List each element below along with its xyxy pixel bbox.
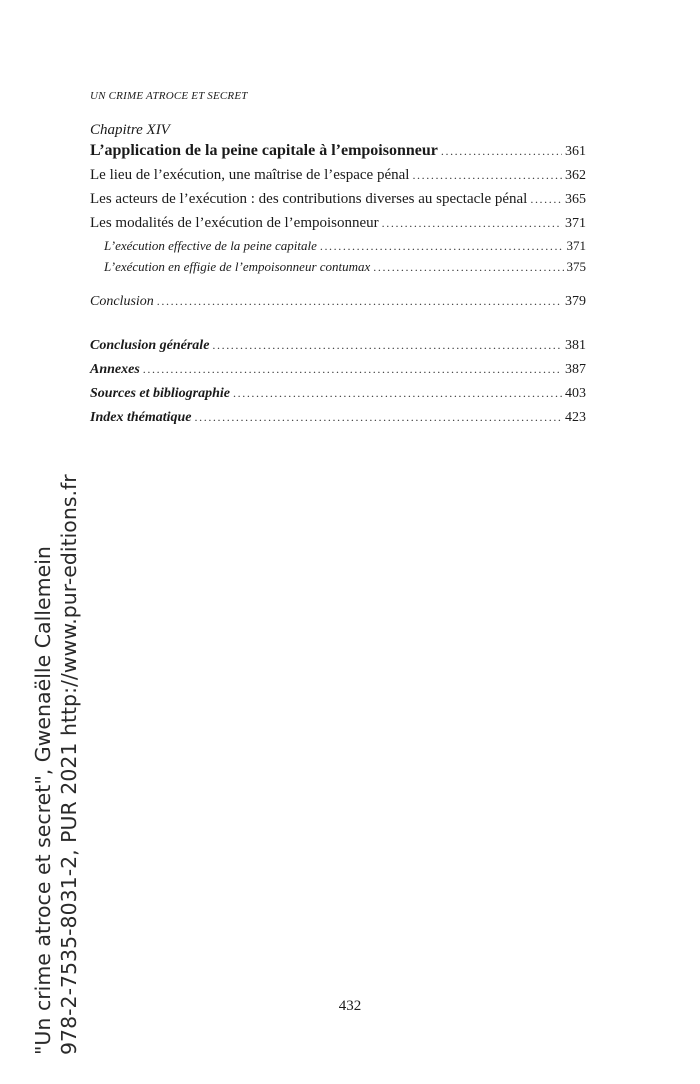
- toc-entry-title: Conclusion: [90, 294, 154, 309]
- toc-entry-title: Le lieu de l’exécution, une maîtrise de l’espace pénal: [90, 167, 410, 183]
- toc-entry-title: Sources et bibliographie: [90, 386, 231, 401]
- toc-entry-title: Les acteurs de l’exécution : des contributions diverses au spectacle pénal: [90, 191, 528, 207]
- toc-entry-page: 371: [565, 216, 586, 231]
- dot-leader: [382, 212, 562, 234]
- toc-entry[interactable]: [90, 212, 586, 236]
- toc-entry[interactable]: [90, 164, 586, 188]
- toc-entry-page: 379: [565, 294, 586, 309]
- toc-entry-title: Les modalités de l’exécution de l’empoisonneur: [90, 215, 379, 231]
- toc-entry-page: 365: [565, 192, 586, 207]
- watermark-line-2: 978-2-7535-8031-2, PUR 2021 http://www.pur-editions.fr: [57, 474, 81, 1055]
- toc-entry-chapter-title[interactable]: [90, 140, 586, 164]
- dot-leader: [212, 334, 562, 356]
- dot-leader: [412, 164, 562, 186]
- toc-entry-title: L’exécution en effigie de l’empoisonneur contumax: [104, 259, 371, 274]
- page-number: 432: [338, 998, 362, 1014]
- dot-leader: [233, 382, 562, 404]
- toc-entry-title: Index thématique: [90, 410, 192, 425]
- chapter-label: Chapitre XIV: [90, 122, 170, 138]
- toc-entry-page: 361: [565, 144, 586, 159]
- toc-entry-page: 403: [565, 386, 586, 401]
- toc-entry[interactable]: [90, 188, 586, 212]
- table-of-contents: [90, 120, 586, 430]
- dot-leader: [373, 257, 563, 277]
- toc-entry-title: L’exécution effective de la peine capitale: [104, 238, 317, 253]
- dot-leader: [530, 188, 562, 210]
- toc-entry-title: Annexes: [90, 362, 140, 377]
- toc-entry-title: L’application de la peine capitale à l’empoisonneur: [90, 142, 438, 159]
- toc-entry-conclusion[interactable]: [90, 290, 586, 314]
- toc-entry-page: 387: [565, 362, 586, 377]
- toc-entry-page: 423: [565, 410, 586, 425]
- dot-leader: [320, 236, 564, 256]
- toc-entry-sources[interactable]: [90, 382, 586, 406]
- dot-leader: [195, 406, 562, 428]
- dot-leader: [441, 140, 562, 162]
- toc-entry-page: 371: [566, 238, 586, 253]
- copyright-watermark: [30, 474, 82, 1055]
- toc-entry-page: 375: [566, 259, 586, 274]
- running-head: UN CRIME ATROCE ET SECRET: [90, 90, 248, 102]
- toc-entry-page: 381: [565, 338, 586, 353]
- toc-entry-annexes[interactable]: [90, 358, 586, 382]
- watermark-line-1: "Un crime atroce et secret", Gwenaëlle Callemein: [31, 546, 55, 1055]
- toc-entry-page: 362: [565, 168, 586, 183]
- toc-entry-index[interactable]: [90, 406, 586, 430]
- toc-entry-general-conclusion[interactable]: [90, 334, 586, 358]
- toc-entry-title: Conclusion générale: [90, 338, 210, 353]
- dot-leader: [157, 290, 562, 312]
- toc-subentry[interactable]: [90, 236, 586, 257]
- toc-subentry[interactable]: [90, 257, 586, 278]
- dot-leader: [143, 358, 562, 380]
